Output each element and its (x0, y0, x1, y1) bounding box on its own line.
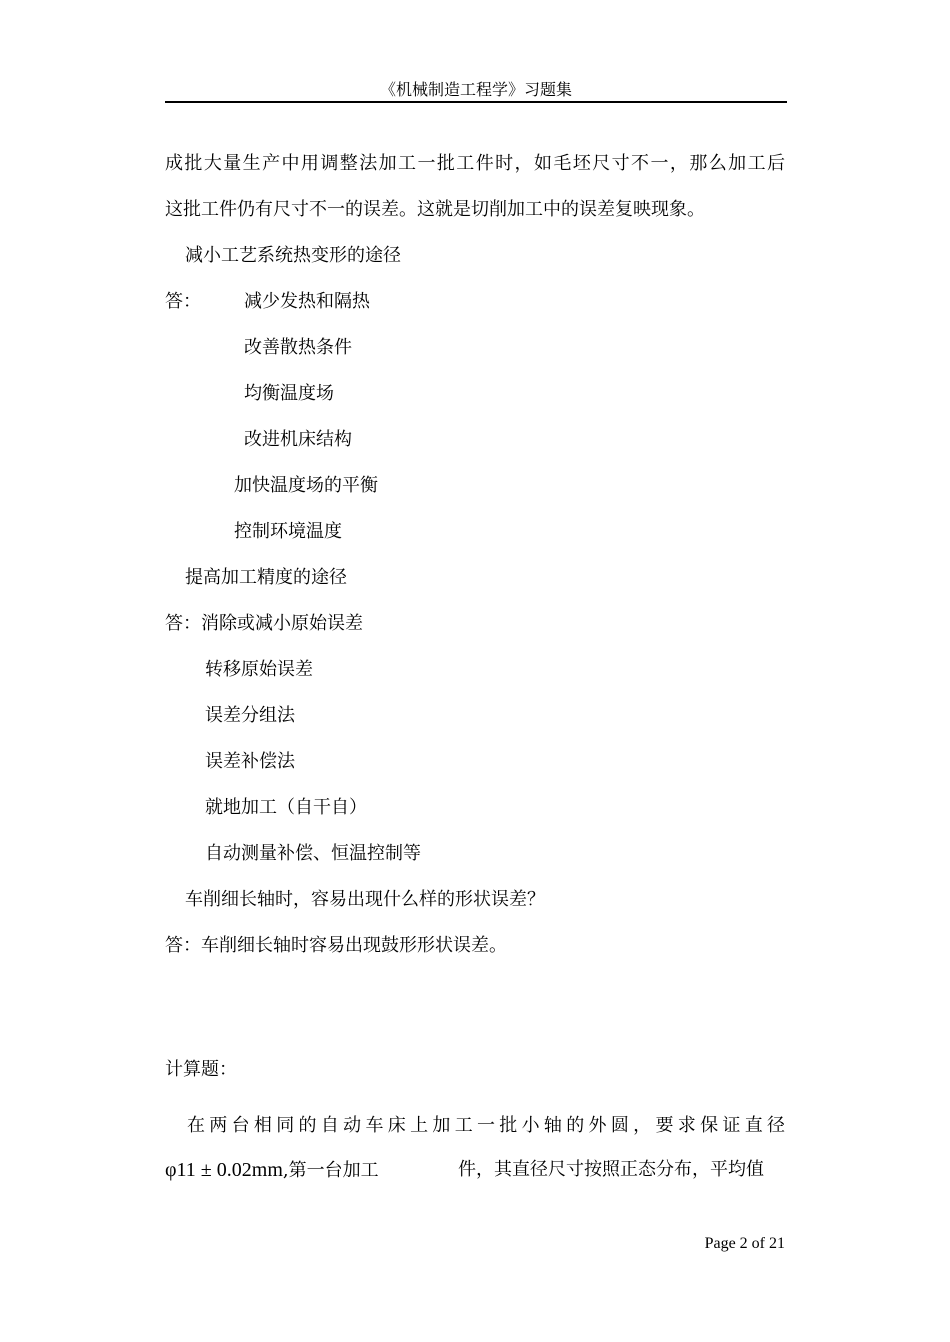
paragraph-line: 成批大量生产中用调整法加工一批工件时，如毛坯尺寸不一，那么加工后 (165, 153, 785, 174)
answer-item: 误差分组法 (205, 705, 295, 726)
answer-item: 加快温度场的平衡 (234, 475, 378, 496)
answer-item: 减少发热和隔热 (244, 291, 370, 312)
calc-problem-line-2 (165, 1158, 379, 1183)
answer-item: 自动测量补偿、恒温控制等 (205, 843, 421, 864)
header-rule (165, 101, 787, 103)
answer-item: 改进机床结构 (244, 429, 352, 450)
calc-text-b: 件，其直径尺寸按照正态分布，平均值 (458, 1159, 764, 1180)
answer-item: 控制环境温度 (234, 521, 342, 542)
paragraph-line: 这批工件仍有尺寸不一的误差。这就是切削加工中的误差复映现象。 (165, 199, 705, 220)
answer-item: 误差补偿法 (205, 751, 295, 772)
page-header-title: 《机械制造工程学》习题集 (379, 80, 572, 99)
calc-problem-line: 在两台相同的自动车床上加工一批小轴的外圆，要求保证直径 (187, 1115, 785, 1136)
answer-item: 就地加工（自干自） (205, 797, 367, 818)
page-number: Page 2 of 21 (704, 1235, 785, 1252)
answer-label: 答： (165, 291, 201, 312)
answer-lathe: 答：车削细长轴时容易出现鼓形形状误差。 (165, 935, 507, 956)
answer-item: 转移原始误差 (205, 659, 313, 680)
answer-item: 均衡温度场 (244, 383, 334, 404)
diameter-formula: φ11 ± 0.02mm (165, 1159, 283, 1181)
answer-precision-first: 答：消除或减小原始误差 (165, 613, 363, 634)
answer-item: 改善散热条件 (244, 337, 352, 358)
question-lathe: 车削细长轴时，容易出现什么样的形状误差？ (185, 889, 545, 910)
section-title-calculation: 计算题： (165, 1059, 237, 1080)
question-thermal: 减小工艺系统热变形的途径 (185, 245, 401, 266)
calc-text-a: ,第一台加工 (282, 1160, 379, 1181)
question-precision: 提高加工精度的途径 (185, 567, 347, 588)
